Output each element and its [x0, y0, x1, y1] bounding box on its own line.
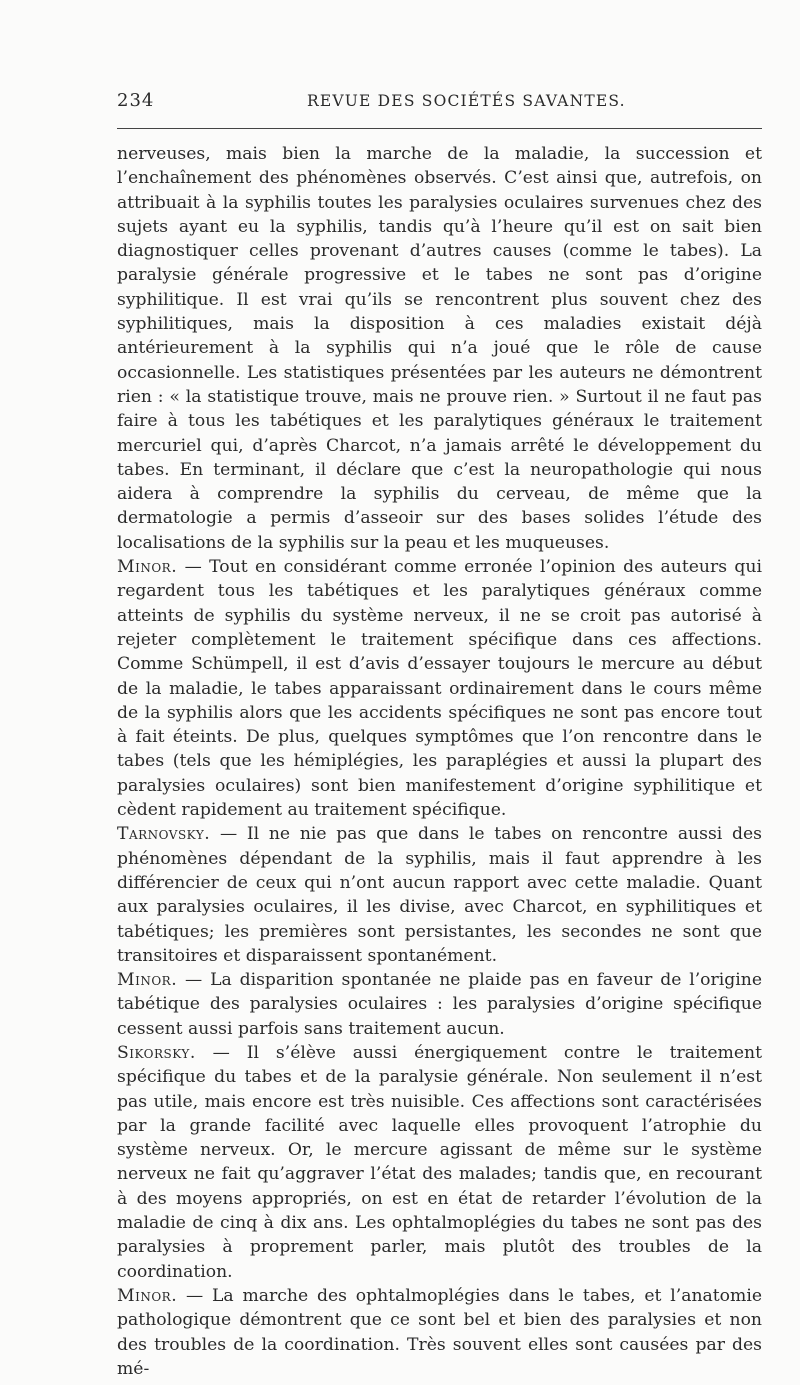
paragraph [117, 822, 762, 968]
speaker-name: Minor. [117, 970, 178, 991]
paragraph [117, 1041, 762, 1284]
paragraph [117, 555, 762, 822]
speaker-name: Sikorsky. [117, 1042, 196, 1063]
paragraph-text: — La disparition spontanée ne plaide pas en faveur de l’origine tabétique des paralysies oculaires : les paralysies d’origine spécifique cessent aussi parfois sans traitement aucun. [117, 970, 762, 1039]
paragraph-text: — Tout en considérant comme erronée l’opinion des auteurs qui regardent tous les tabétiques et les paralytiques généraux comme atteints de syphilis du système nerveux, il ne se croit pas autorisé à rejeter complètement le traitement spécifique dans ces affections. Comme Schümpell, il est d’avis d’essayer toujours le mercure au début de la maladie, le tabes apparaissant ordinairement dans le cours même de la syphilis alors que les accidents spécifiques ne sont pas encore tout à fait éteints. De plus, quelques symptômes que l’on rencontre dans le tabes (tels que les hémiplégies, les paraplégies et aussi la plupart des paralysies oculaires) sont bien manifestement d’origine syphilitique et cèdent rapidement au traitement spécifique. [117, 557, 762, 821]
running-header [117, 90, 762, 116]
paragraph [117, 142, 762, 555]
paragraph [117, 968, 762, 1041]
paragraph-text: — Il ne nie pas que dans le tabes on rencontre aussi des phénomènes dépendant de la syphilis, mais il faut apprendre à les différencier de ceux qui n’ont aucun rapport avec cette maladie. Quant aux paralysies oculaires, il les divise, avec Charcot, en syphilitiques et tabétiques; les premières sont persistantes, les secondes ne sont que transitoires et disparaissent spontanément. [117, 824, 762, 966]
paragraph [117, 1284, 762, 1381]
body-text [117, 142, 762, 1381]
speaker-name: Minor. [117, 1285, 178, 1306]
paragraph-text: — La marche des ophtalmoplégies dans le tabes, et l’anatomie pathologique démontrent que ce sont bel et bien des paralysies et non des troubles de la coordination. Très souvent elles sont causées par des mé- [117, 1285, 762, 1379]
speaker-name: Tarnovsky. [117, 824, 211, 845]
running-head-title: REVUE DES SOCIÉTÉS SAVANTES. [307, 92, 626, 110]
paragraph-text: — Il s’élève aussi énergiquement contre le traitement spécifique du tabes et de la paralysie générale. Non seulement il n’est pas utile, mais encore est très nuisible. Ces affections sont caractérisées par la grande facilité avec laquelle elles provoquent l’atrophie du système nerveux. Or, le mercure agissant de même sur le système nerveux ne fait qu’aggraver l’état des malades; tandis que, en recourant à des moyens appropriés, on est en état de retarder l’évolution de la maladie de cinq à dix ans. Les ophtalmoplégies du tabes ne sont pas des paralysies à proprement parler, mais plutôt des troubles de la coordination. [117, 1042, 762, 1282]
page-number: 234 [117, 90, 155, 111]
speaker-name: Minor. [117, 557, 178, 578]
paragraph-text: nerveuses, mais bien la marche de la maladie, la succession et l’enchaînement des phénomènes observés. C’est ainsi que, autrefois, on attribuait à la syphilis toutes les paralysies oculaires survenues chez des sujets ayant eu la syphilis, tandis qu’à l’heure qu’il est on sait bien diagnostiquer celles provenant d’autres causes (comme le tabes). La paralysie générale progressive et le tabes ne sont pas d’origine syphilitique. Il est vrai qu’ils se rencontrent plus souvent chez des syphilitiques, mais la disposition à ces maladies existait déjà antérieurement à la syphilis qui n’a joué que le rôle de cause occasionnelle. Les statistiques présentées par les auteurs ne démontrent rien : « la statistique trouve, mais ne prouve rien. » Surtout il ne faut pas faire à tous les tabétiques et les paralytiques généraux le traitement mercuriel qui, d’après Charcot, n’a jamais arrêté le développement du tabes. En terminant, il déclare que c’est la neuropathologie qui nous aidera à comprendre la syphilis du cerveau, de même que la dermatologie a permis d’asseoir sur des bases solides l’étude des localisations de la syphilis sur la peau et les muqueuses. [117, 144, 762, 553]
header-rule [117, 128, 762, 129]
